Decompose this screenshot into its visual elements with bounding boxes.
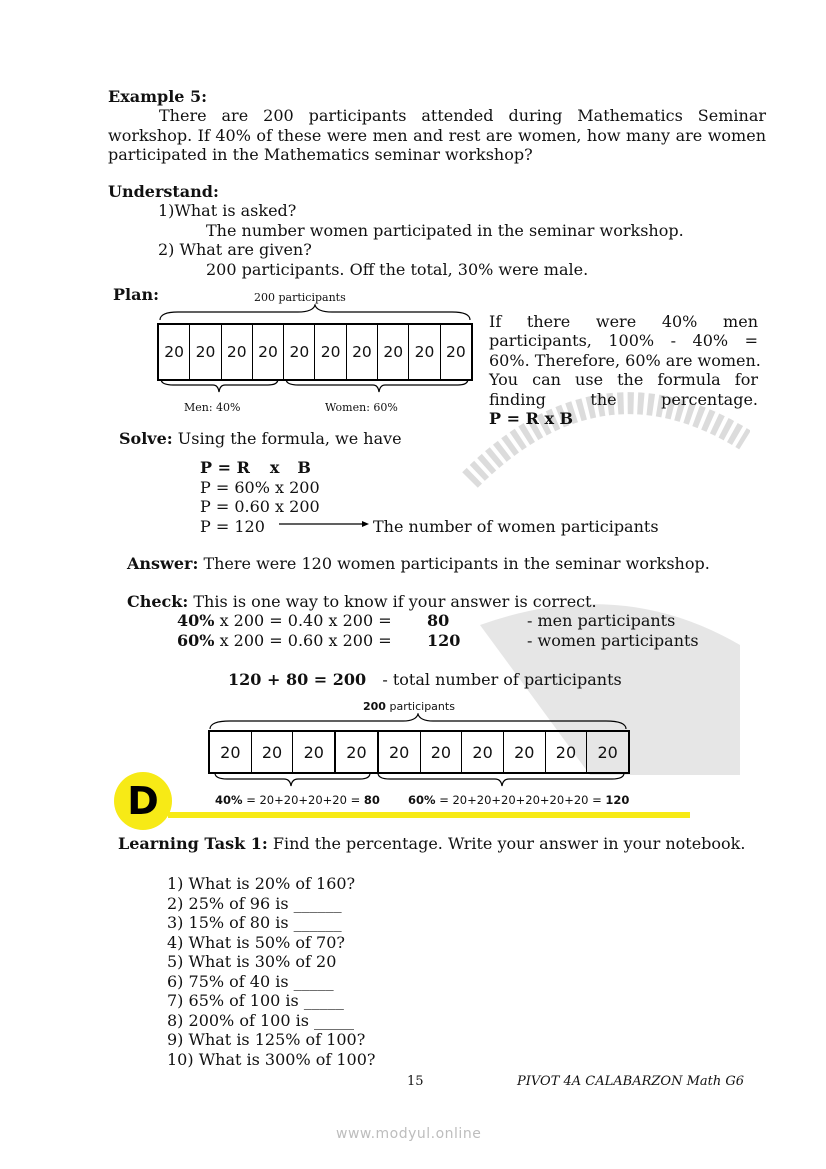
check-row1-pct: 40% — [177, 611, 215, 630]
solve-formula-b: B — [297, 458, 311, 477]
plan-cell: 20 — [252, 325, 283, 379]
check-total-expr: 120 + 80 = 200 — [228, 670, 367, 689]
check-row2-note: - women participants — [527, 631, 699, 650]
example-heading: Example 5: — [108, 87, 208, 106]
plan-heading: Plan: — [113, 285, 160, 304]
plan-formula: P = R x B — [489, 409, 574, 428]
understand-question-1: 1)What is asked? — [158, 201, 297, 220]
answer-heading: Answer: — [127, 554, 199, 573]
check-cell: 20 — [503, 732, 545, 772]
solve-formula-p: P = R — [200, 458, 250, 477]
task-item: 4) What is 50% of 70? — [167, 932, 345, 952]
task-item: 8) 200% of 100 is _____ — [167, 1010, 355, 1030]
section-badge: D — [114, 772, 172, 830]
plan-side-line2: participants, 100% - 40% = — [489, 331, 758, 350]
check-men-sum — [215, 793, 380, 807]
check-intro: This is one way to know if your answer is correct. — [193, 592, 597, 611]
plan-diagram-title: 200 participants — [254, 291, 346, 304]
understand-answer-2: 200 participants. Off the total, 30% were male. — [206, 260, 589, 279]
check-cell: 20 — [461, 732, 503, 772]
site-watermark: www.modyul.online — [336, 1126, 482, 1142]
plan-cell: 20 — [377, 325, 408, 379]
task-item: 9) What is 125% of 100? — [167, 1030, 366, 1049]
task-instruction: Find the percentage. Write your answer in your notebook. — [272, 834, 746, 853]
task-line — [118, 834, 745, 854]
check-row-1 — [177, 611, 392, 631]
solve-intro: Using the formula, we have — [177, 429, 402, 448]
check-cell: 20 — [251, 732, 293, 772]
check-bottom-braces — [212, 772, 632, 788]
plan-top-brace — [158, 304, 472, 322]
solve-heading: Solve: — [119, 429, 173, 448]
task-heading: Learning Task 1: — [118, 834, 268, 853]
solve-step-2: P = 0.60 x 200 — [200, 497, 320, 516]
check-row1-value: 80 — [427, 611, 450, 630]
solve-step-3: P = 120 — [200, 517, 265, 536]
footer-title: PIVOT 4A CALABARZON Math G6 — [517, 1074, 745, 1089]
check-cell: 20 — [220, 742, 241, 762]
check-women-expr: = 20+20+20+20+20+20 = — [439, 793, 602, 807]
example-text-line3: participated in the Mathematics seminar workshop? — [108, 145, 533, 164]
example-text-line2: workshop. If 40% of these were men and rest are women, how many are women — [108, 126, 766, 145]
plan-cell: 20 — [283, 325, 314, 379]
understand-heading: Understand: — [108, 182, 219, 201]
check-women-total: 120 — [605, 793, 630, 807]
check-cell: 20 — [377, 732, 420, 772]
plan-side-line4: You can use the formula for — [489, 370, 758, 389]
check-top-brace — [208, 713, 630, 731]
task-list — [167, 874, 376, 1069]
check-row2-expr: x 200 = 0.60 x 200 = — [219, 631, 392, 650]
plan-side-line3: 60%. Therefore, 60% are women. — [489, 351, 761, 370]
check-cell: 20 — [545, 732, 587, 772]
task-item: 7) 65% of 100 is _____ — [167, 991, 344, 1010]
check-row1-expr: x 200 = 0.40 x 200 = — [219, 611, 392, 630]
example-text-line1: There are 200 participants attended during Mathematics Seminar — [159, 106, 766, 125]
check-row1-note: - men participants — [527, 611, 676, 630]
check-diagram-title-text: participants — [389, 700, 455, 713]
check-diagram-title-bold: 200 — [363, 700, 386, 713]
plan-participant-boxes — [157, 323, 473, 381]
check-men-expr: = 20+20+20+20 = — [246, 793, 361, 807]
check-participant-boxes — [208, 730, 630, 774]
check-row-2 — [177, 631, 392, 651]
check-row2-value: 120 — [427, 631, 461, 650]
task-item: 1) What is 20% of 160? — [167, 874, 356, 893]
plan-cell: 20 — [221, 325, 252, 379]
task-item: 2) 25% of 96 is ______ — [167, 893, 342, 913]
page-number: 15 — [407, 1074, 424, 1089]
check-women-sum — [408, 793, 629, 807]
plan-bottom-braces — [158, 378, 474, 394]
answer-text: There were 120 women participants in the seminar workshop. — [203, 554, 710, 573]
check-line — [127, 592, 597, 612]
understand-question-2: 2) What are given? — [158, 240, 312, 259]
solve-formula-x: x — [269, 458, 280, 477]
check-cell: 20 — [334, 732, 377, 772]
check-women-pct: 60% — [408, 793, 436, 807]
check-cell: 20 — [292, 732, 334, 772]
plan-cell: 20 — [314, 325, 345, 379]
plan-side-line5: finding the percentage. — [489, 390, 758, 409]
plan-men-label: Men: 40% — [184, 401, 241, 414]
task-item: 3) 15% of 80 is ______ — [167, 913, 342, 932]
plan-cell: 20 — [164, 343, 185, 361]
task-item: 10) What is 300% of 100? — [167, 1049, 376, 1069]
solve-step-1: P = 60% x 200 — [200, 478, 320, 497]
arrow-icon — [278, 518, 370, 530]
plan-cell: 20 — [189, 325, 220, 379]
plan-women-label: Women: 60% — [325, 401, 398, 414]
check-men-pct: 40% — [215, 793, 243, 807]
solve-formula — [200, 458, 311, 478]
check-total-line — [228, 670, 622, 690]
check-cell: 20 — [420, 732, 462, 772]
understand-answer-1: The number women participated in the seminar workshop. — [206, 221, 684, 240]
check-row2-pct: 60% — [177, 631, 215, 650]
check-diagram-title — [363, 700, 455, 713]
solve-arrow-note: The number of women participants — [373, 517, 659, 536]
check-cell: 20 — [586, 732, 628, 772]
plan-cell: 20 — [346, 325, 377, 379]
task-item: 6) 75% of 40 is _____ — [167, 971, 334, 991]
solve-line — [119, 429, 402, 449]
answer-line — [127, 554, 710, 574]
check-heading: Check: — [127, 592, 189, 611]
plan-cell: 20 — [440, 325, 471, 379]
check-total-note: - total number of participants — [382, 670, 622, 689]
plan-cell: 20 — [408, 325, 439, 379]
check-men-total: 80 — [363, 793, 380, 807]
plan-side-line1: If there were 40% men — [489, 312, 758, 331]
task-item: 5) What is 30% of 20 — [167, 952, 337, 971]
section-divider — [168, 812, 690, 818]
